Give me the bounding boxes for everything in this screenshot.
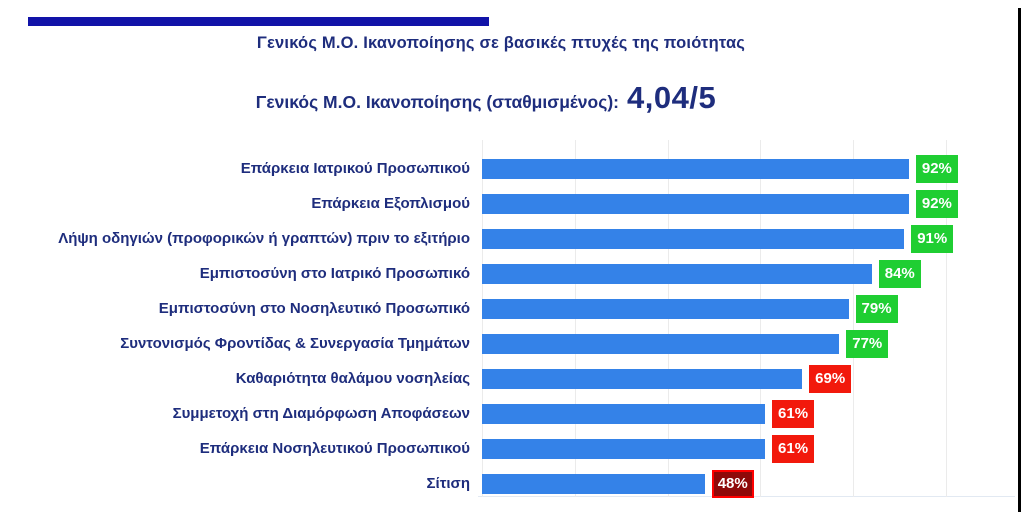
category-label: Εμπιστοσύνη στο Ιατρικό Προσωπικό [199,265,470,282]
value-label: 92% [916,155,958,183]
bar [482,159,909,179]
value-label: 77% [846,330,888,358]
bar [482,299,849,319]
category-label: Συντονισμός Φροντίδας & Συνεργασία Τμημάτων [120,335,470,352]
chart-title: Γενικός Μ.Ο. Ικανοποίησης σε βασικές πτυχές της ποιότητας [256,34,746,52]
value-label: 48% [712,470,754,498]
chart-subtitle [0,80,972,116]
category-label: Συμμετοχή στη Διαμόρφωση Αποφάσεων [172,405,470,422]
bar [482,369,802,389]
value-label: 91% [911,225,953,253]
bar [482,264,872,284]
top-accent-bar [28,17,489,26]
value-label: 84% [879,260,921,288]
subtitle-label: Γενικός Μ.Ο. Ικανοποίησης (σταθμισμένος): [255,92,619,112]
category-label: Επάρκεια Νοσηλευτικού Προσωπικού [199,440,470,457]
category-label: Επάρκεια Ιατρικού Προσωπικού [240,160,470,177]
bar [482,194,909,214]
bar [482,229,904,249]
value-label: 92% [916,190,958,218]
bar [482,474,705,494]
plot-area [0,140,1018,498]
bar [482,439,765,459]
category-label: Εμπιστοσύνη στο Νοσηλευτικό Προσωπικό [158,300,470,317]
value-label: 61% [772,435,814,463]
category-label: Σίτιση [426,475,470,492]
category-label: Επάρκεια Εξοπλισμού [311,195,470,212]
subtitle-value: 4,04/5 [627,80,717,115]
bar [482,404,765,424]
category-label: Καθαριότητα θαλάμου νοσηλείας [235,370,470,387]
value-label: 69% [809,365,851,393]
value-label: 79% [856,295,898,323]
right-border-line [1018,8,1021,512]
bar [482,334,839,354]
value-label: 61% [772,400,814,428]
category-label: Λήψη οδηγιών (προφορικών ή γραπτών) πριν το εξιτήριο [58,230,470,247]
